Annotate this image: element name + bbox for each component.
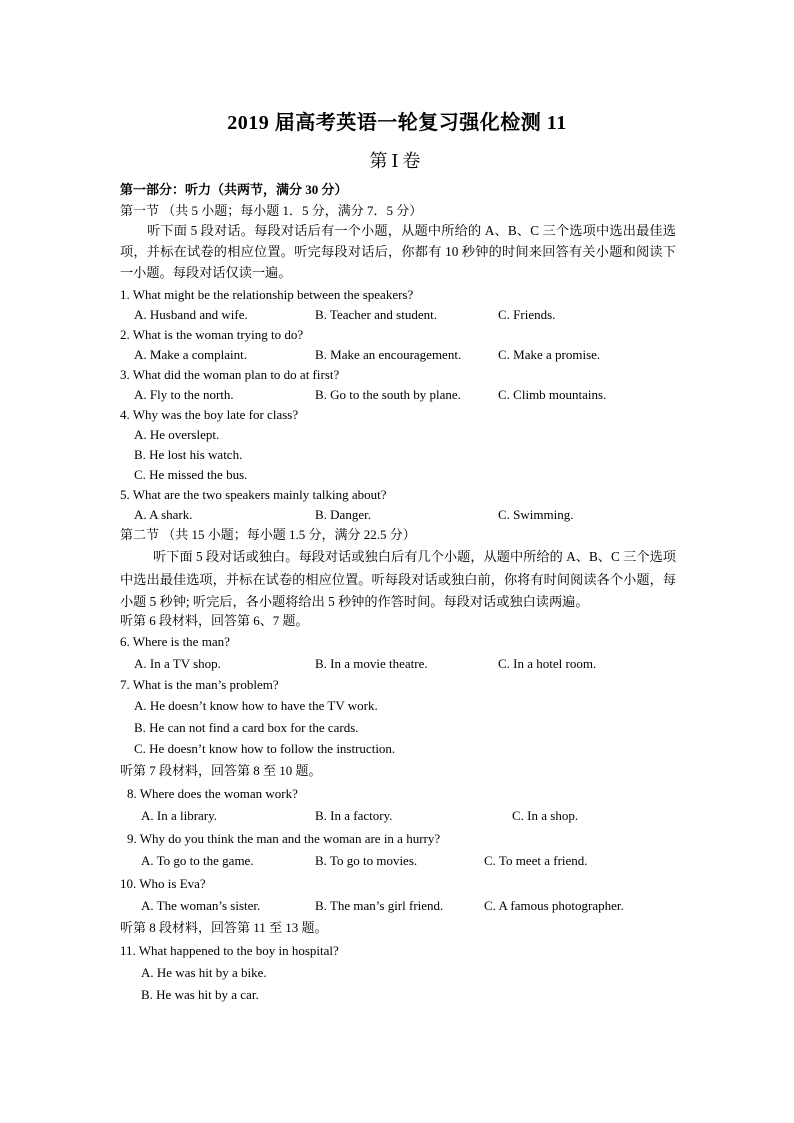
option-6a: A. In a TV shop. [134,656,221,671]
option-2c: C. Make a promise. [498,347,601,362]
question-6: 6. Where is the man? [120,634,230,649]
question-8: 8. Where does the woman work? [127,786,298,801]
option-3b: B. Go to the south by plane. [315,387,461,402]
option-5a: A. A shark. [134,507,193,522]
question-3: 3. What did the woman plan to do at first? [120,367,340,382]
option-8a: A. In a library. [141,808,218,823]
option-2a: A. Make a complaint. [134,347,247,362]
option-4c: C. He missed the bus. [134,467,248,482]
material-6: 听第 6 段材料，回答第 6、7 题。 [120,613,309,628]
volume-title: 第Ⅰ卷 [369,151,425,171]
material-8: 听第 8 段材料，回答第 11 至 13 题。 [120,920,328,935]
option-10b: B. The man’s girl friend. [315,898,444,913]
option-3c: C. Climb mountains. [498,387,607,402]
section2-instructions: 听下面 5 段对话或独白。每段对话或独白后有几个小题，从题中所给的 A、B、C 三个选项中选出最佳选项，并标在试卷的相应位置。听每段对话或独白前，你将有时间阅读各个小题，每小题 5 秒钟; 听完后，各小题将给出 5 秒钟的作答时间。每段对话或独白读两遍。 [120,549,676,609]
question-4: 4. Why was the boy late for class? [120,407,299,422]
question-2: 2. What is the woman trying to do? [120,327,304,342]
option-5b: B. Danger. [315,507,371,522]
question-10: 10. Who is Eva? [120,876,206,891]
option-2b: B. Make an encouragement. [315,347,462,362]
option-1c: C. Friends. [498,307,556,322]
question-9: 9. Why do you think the man and the woman are in a hurry? [127,831,441,846]
section2-heading: 第二节 （共 15 小题；每小题 1.5 分，满分 22.5 分） [120,527,416,542]
option-5c: C. Swimming. [498,507,574,522]
section1-heading: 第一节 （共 5 小题；每小题 1．5 分，满分 7．5 分） [120,203,423,218]
option-1b: B. Teacher and student. [315,307,437,322]
option-1a: A. Husband and wife. [134,307,248,322]
section1-instructions: 听下面 5 段对话。每段对话后有一个小题，从题中所给的 A、B、C 三个选项中选出最佳选项，并标在试卷的相应位置。听完每段对话后，你都有 10 秒钟的时间来回答有关小题和阅读下一小题。每段对话仅读一遍。 [120,223,676,280]
question-1: 1. What might be the relationship between the speakers? [120,287,414,302]
page-title: 2019 届高考英语一轮复习强化检测 11 [227,112,567,134]
part1-heading: 第一部分：听力（共两节，满分 30 分） [120,182,348,197]
option-4a: A. He overslept. [134,427,220,442]
material-7: 听第 7 段材料，回答第 8 至 10 题。 [120,763,322,778]
option-10c: C. A famous photographer. [484,898,624,913]
option-7b: B. He can not find a card box for the cards. [134,720,359,735]
option-3a: A. Fly to the north. [134,387,234,402]
question-7: 7. What is the man’s problem? [120,677,279,692]
option-7a: A. He doesn’t know how to have the TV work. [134,698,378,713]
option-8c: C. In a shop. [512,808,579,823]
option-11a: A. He was hit by a bike. [141,965,267,980]
option-9b: B. To go to movies. [315,853,418,868]
question-5: 5. What are the two speakers mainly talking about? [120,487,387,502]
option-9c: C. To meet a friend. [484,853,588,868]
option-6c: C. In a hotel room. [498,656,597,671]
option-8b: B. In a factory. [315,808,393,823]
option-6b: B. In a movie theatre. [315,656,428,671]
option-9a: A. To go to the game. [141,853,254,868]
question-11: 11. What happened to the boy in hospital? [120,943,339,958]
option-11b: B. He was hit by a car. [141,987,259,1002]
option-10a: A. The woman’s sister. [141,898,261,913]
option-7c: C. He doesn’t know how to follow the instruction. [134,741,396,756]
option-4b: B. He lost his watch. [134,447,243,462]
